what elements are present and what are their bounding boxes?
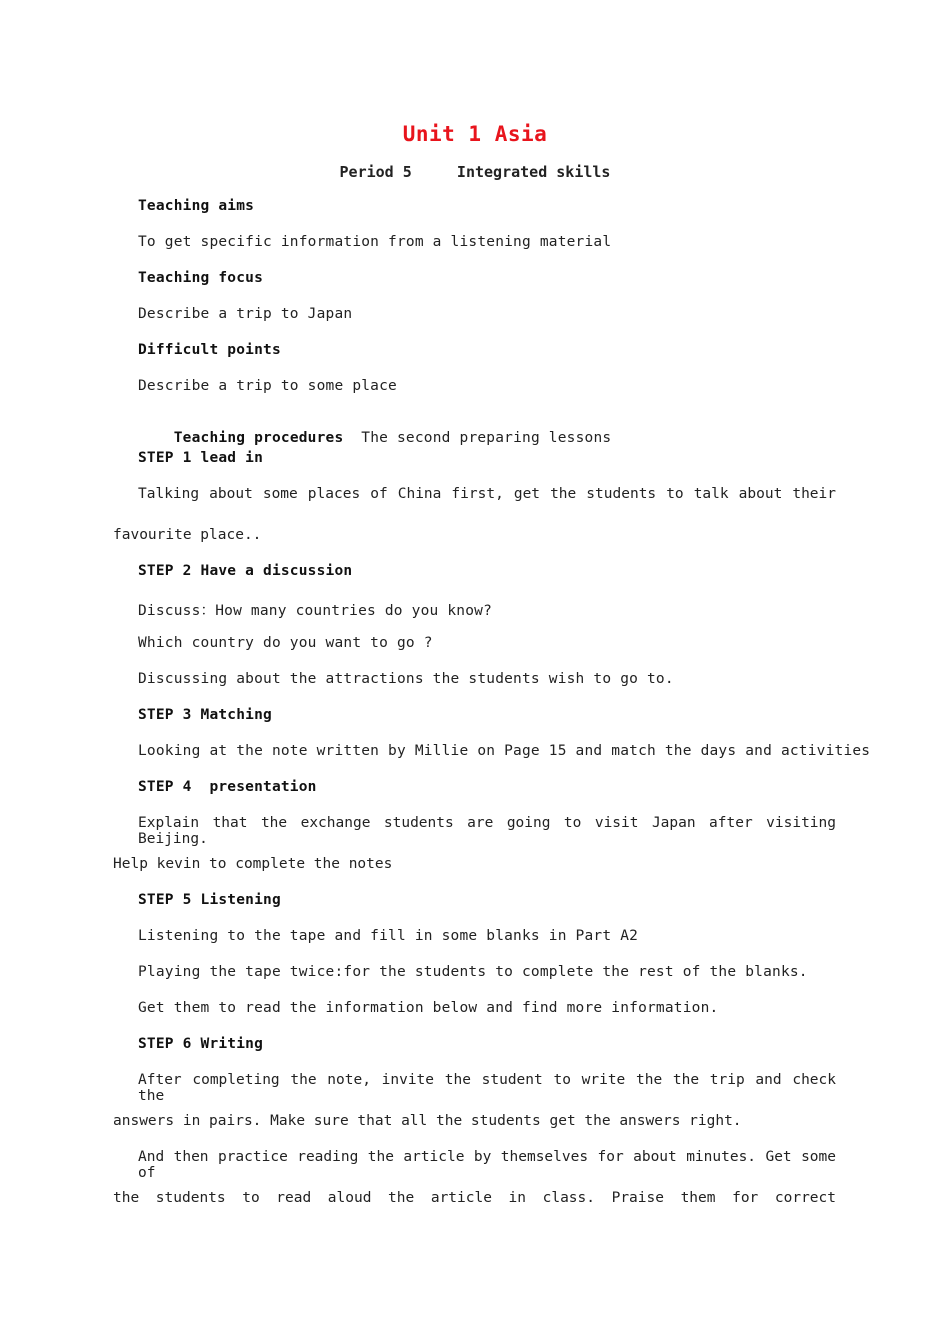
step2-line1: Discuss：How many countries do you know?: [138, 603, 493, 619]
page-title: Unit 1 Asia: [402, 122, 548, 146]
teaching-procedures-heading: Teaching procedures: [173, 430, 344, 446]
step6-paragraph-line4: the students to read aloud the article in class. Praise them for correct: [113, 1190, 836, 1206]
step5-line2: Playing the tape twice:for the students to complete the rest of the blanks.: [138, 964, 808, 980]
step1-paragraph-line1: Talking about some places of China first, get the students to talk about their: [138, 486, 836, 502]
step2-line2: Which country do you want to go ?: [138, 635, 433, 651]
difficult-points-text: Describe a trip to some place: [138, 378, 397, 394]
step3-heading: STEP 3 Matching: [138, 707, 272, 723]
step6-paragraph-line2: answers in pairs. Make sure that all the students get the answers right.: [113, 1113, 742, 1129]
step4-paragraph-line2: Help kevin to complete the notes: [113, 856, 393, 872]
step1-heading: STEP 1 lead in: [138, 450, 264, 466]
page-subtitle: Period 5 Integrated skills: [339, 163, 611, 181]
step4-heading: STEP 4 presentation: [138, 779, 317, 795]
step5-line1: Listening to the tape and fill in some blanks in Part A2: [138, 928, 639, 944]
step5-heading: STEP 5 Listening: [138, 892, 281, 908]
step6-paragraph-line3: And then practice reading the article by themselves for about minutes. Get some of: [138, 1149, 836, 1181]
step1-paragraph-line2: favourite place..: [113, 527, 262, 543]
step3-line1: Looking at the note written by Millie on Page 15 and match the days and activities: [138, 743, 871, 759]
step2-heading: STEP 2 Have a discussion: [138, 563, 353, 579]
teaching-procedures-note: The second preparing lessons: [361, 430, 612, 446]
difficult-points-heading: Difficult points: [138, 342, 281, 358]
teaching-aims-text: To get specific information from a listening material: [138, 234, 612, 250]
step2-line3: Discussing about the attractions the students wish to go to.: [138, 671, 674, 687]
step4-paragraph-line1: Explain that the exchange students are going to visit Japan after visiting Beijing.: [138, 815, 836, 847]
teaching-aims-heading: Teaching aims: [138, 198, 255, 214]
step5-line3: Get them to read the information below and find more information.: [138, 1000, 719, 1016]
step6-heading: STEP 6 Writing: [138, 1036, 264, 1052]
teaching-focus-text: Describe a trip to Japan: [138, 306, 353, 322]
step6-paragraph-line1: After completing the note, invite the student to write the the trip and check the: [138, 1072, 836, 1104]
teaching-focus-heading: Teaching focus: [138, 270, 264, 286]
